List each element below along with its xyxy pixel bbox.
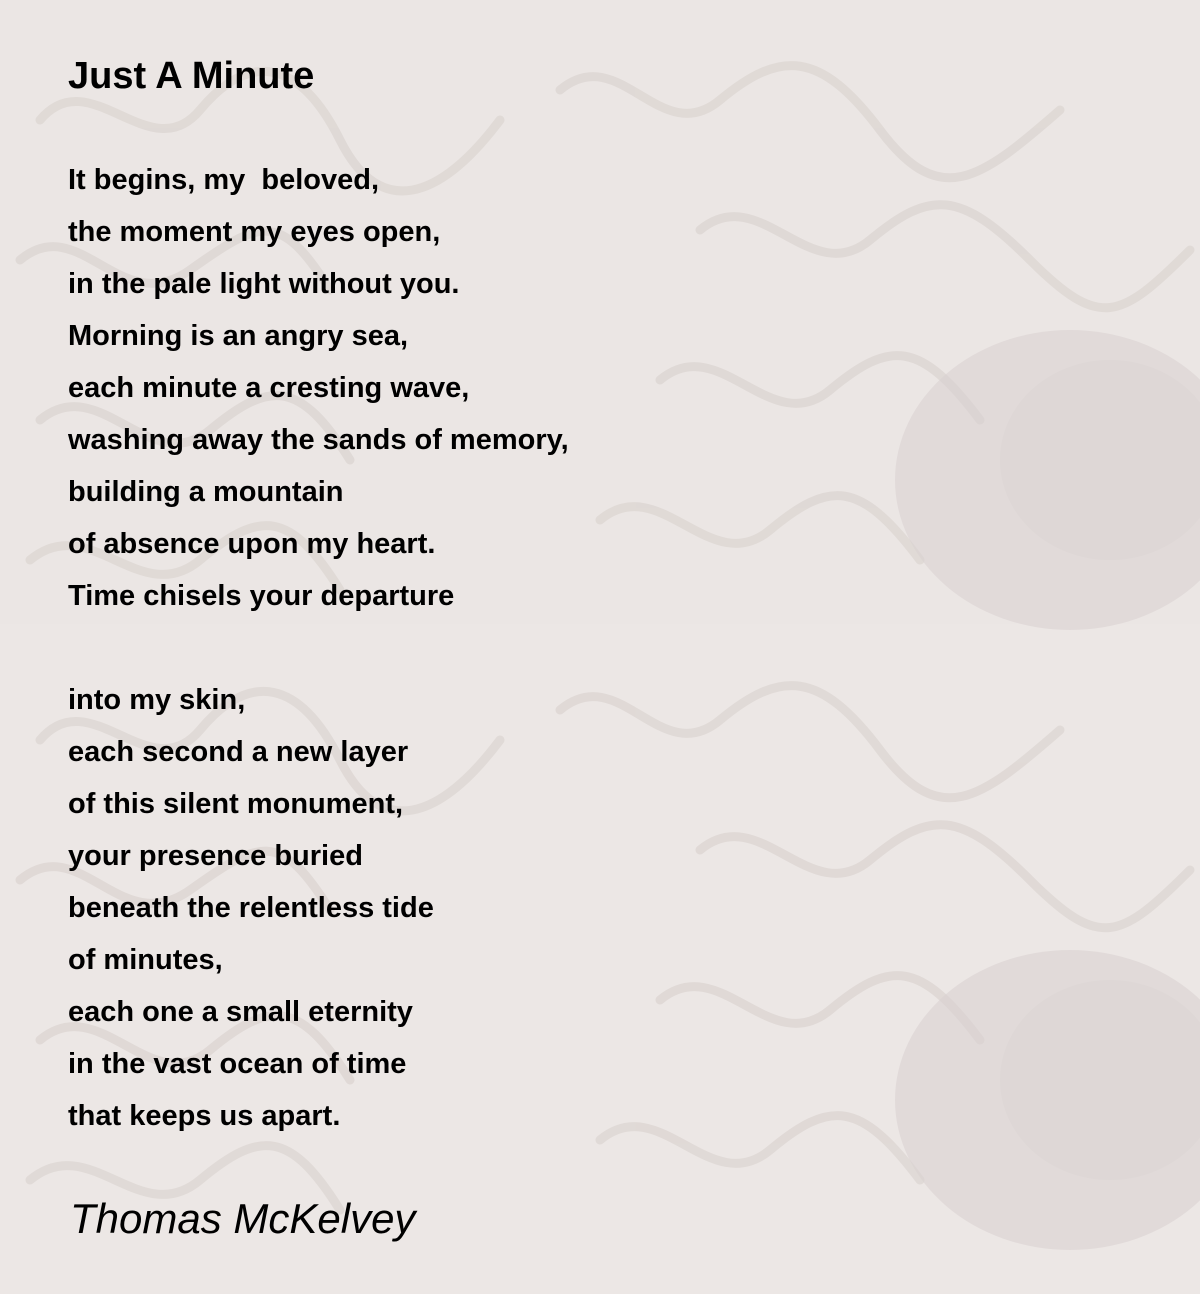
poem-line: Morning is an angry sea, (68, 320, 409, 352)
poem-line: each minute a cresting wave, (68, 372, 470, 404)
stanza-2 (68, 674, 434, 1142)
poem-line: building a mountain (68, 476, 344, 508)
poem-line: your presence buried (68, 840, 363, 872)
poem-line: in the vast ocean of time (68, 1048, 407, 1080)
stanza-1 (68, 154, 569, 622)
poem-title: Just A Minute (68, 55, 315, 97)
poem-line: Time chisels your departure (68, 580, 455, 612)
poem-line: washing away the sands of memory, (68, 424, 569, 456)
poem-line: that keeps us apart. (68, 1100, 341, 1132)
poem-line: of absence upon my heart. (68, 528, 436, 560)
poem-author: Thomas McKelvey (70, 1195, 416, 1242)
poem-line: in the pale light without you. (68, 268, 460, 300)
poem-line: into my skin, (68, 684, 246, 716)
poem-line: the moment my eyes open, (68, 216, 441, 248)
poem-line: each one a small eternity (68, 996, 413, 1028)
poem-line: It begins, my beloved, (68, 164, 380, 196)
poem-line: of minutes, (68, 944, 223, 976)
poem-line: beneath the relentless tide (68, 892, 434, 924)
poem-line: of this silent monument, (68, 788, 404, 820)
poem-line: each second a new layer (68, 736, 409, 768)
